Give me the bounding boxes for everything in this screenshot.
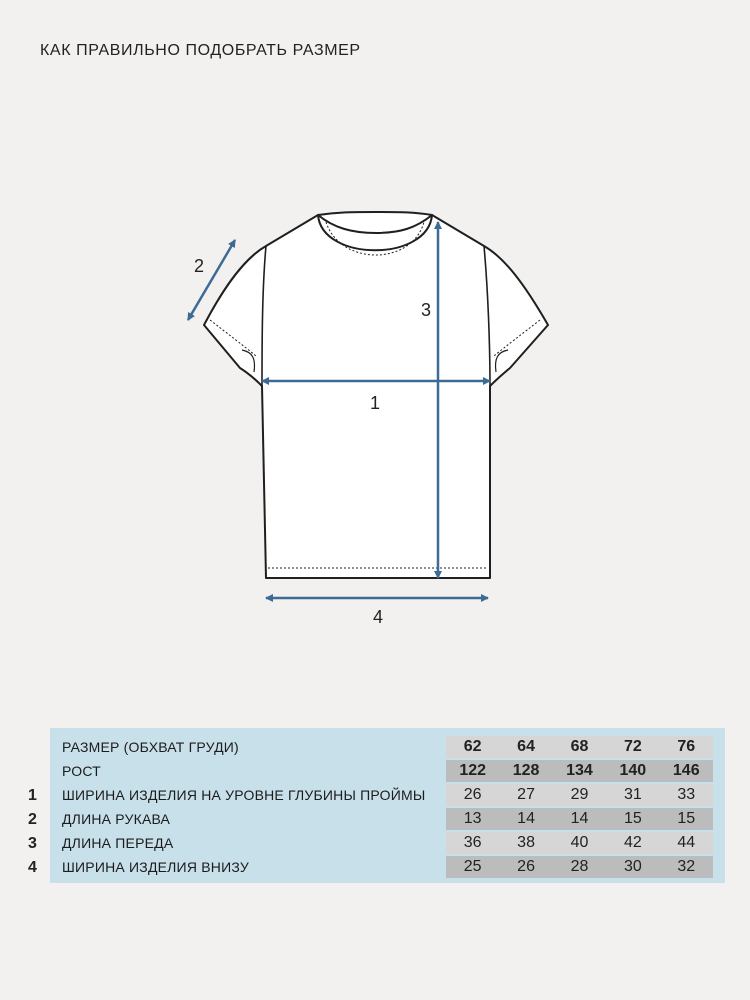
table-row-values: [446, 832, 713, 854]
table-cell: 72: [623, 738, 642, 755]
table-cell: 134: [566, 762, 593, 779]
table-cell: 15: [623, 810, 642, 827]
table-row-values: [446, 784, 713, 806]
table-cell: 15: [677, 810, 696, 827]
table-cell: 64: [517, 738, 535, 755]
table-cell: 30: [623, 858, 642, 875]
table-row-label: ШИРИНА ИЗДЕЛИЯ ВНИЗУ: [62, 859, 249, 875]
table-cell: 31: [623, 786, 642, 803]
table-row-values: [446, 760, 713, 782]
table-cell: 140: [619, 762, 647, 779]
table-cell: 33: [677, 786, 696, 803]
table-cell: 68: [570, 738, 589, 755]
table-cell: 44: [677, 834, 696, 851]
table-cell: 146: [672, 762, 700, 779]
table-cell: 38: [517, 834, 535, 851]
table-row-number: 4: [28, 859, 37, 876]
table-row-values: [446, 736, 713, 758]
table-cell: 42: [623, 834, 642, 851]
table-row-label: ШИРИНА ИЗДЕЛИЯ НА УРОВНЕ ГЛУБИНЫ ПРОЙМЫ: [62, 787, 426, 803]
dimension-label-3: 3: [420, 300, 431, 320]
table-cell: 76: [677, 738, 696, 755]
table-row-label: ДЛИНА РУКАВА: [62, 811, 171, 827]
table-row-number: 2: [28, 811, 37, 828]
dimension-label-2: 2: [193, 256, 204, 276]
table-cell: 62: [463, 738, 482, 755]
table-cell: 122: [459, 762, 487, 779]
table-cell: 36: [463, 834, 482, 851]
dimension-label-4: 4: [372, 607, 383, 627]
table-cell: 13: [463, 810, 482, 827]
table-cell: 14: [570, 810, 589, 827]
table-cell: 25: [463, 858, 482, 875]
table-row-label: РОСТ: [62, 763, 101, 779]
table-cell: 27: [517, 786, 535, 803]
table-row-values: [446, 856, 713, 878]
table-cell: 128: [512, 762, 540, 779]
dimension-label-1: 1: [369, 393, 380, 413]
table-cell: 32: [677, 858, 696, 875]
table-row-label: ДЛИНА ПЕРЕДА: [62, 835, 174, 851]
table-cell: 26: [463, 786, 482, 803]
table-cell: 26: [517, 858, 535, 875]
table-row-label: РАЗМЕР (ОБХВАТ ГРУДИ): [62, 739, 239, 755]
table-cell: 28: [570, 858, 589, 875]
table-cell: 29: [570, 786, 589, 803]
table-cell: 40: [570, 834, 589, 851]
table-row-number: 1: [28, 787, 37, 804]
table-row-values: [446, 808, 713, 830]
table-cell: 14: [517, 810, 535, 827]
page-title: КАК ПРАВИЛЬНО ПОДОБРАТЬ РАЗМЕР: [40, 42, 361, 59]
table-row-number: 3: [28, 835, 37, 852]
